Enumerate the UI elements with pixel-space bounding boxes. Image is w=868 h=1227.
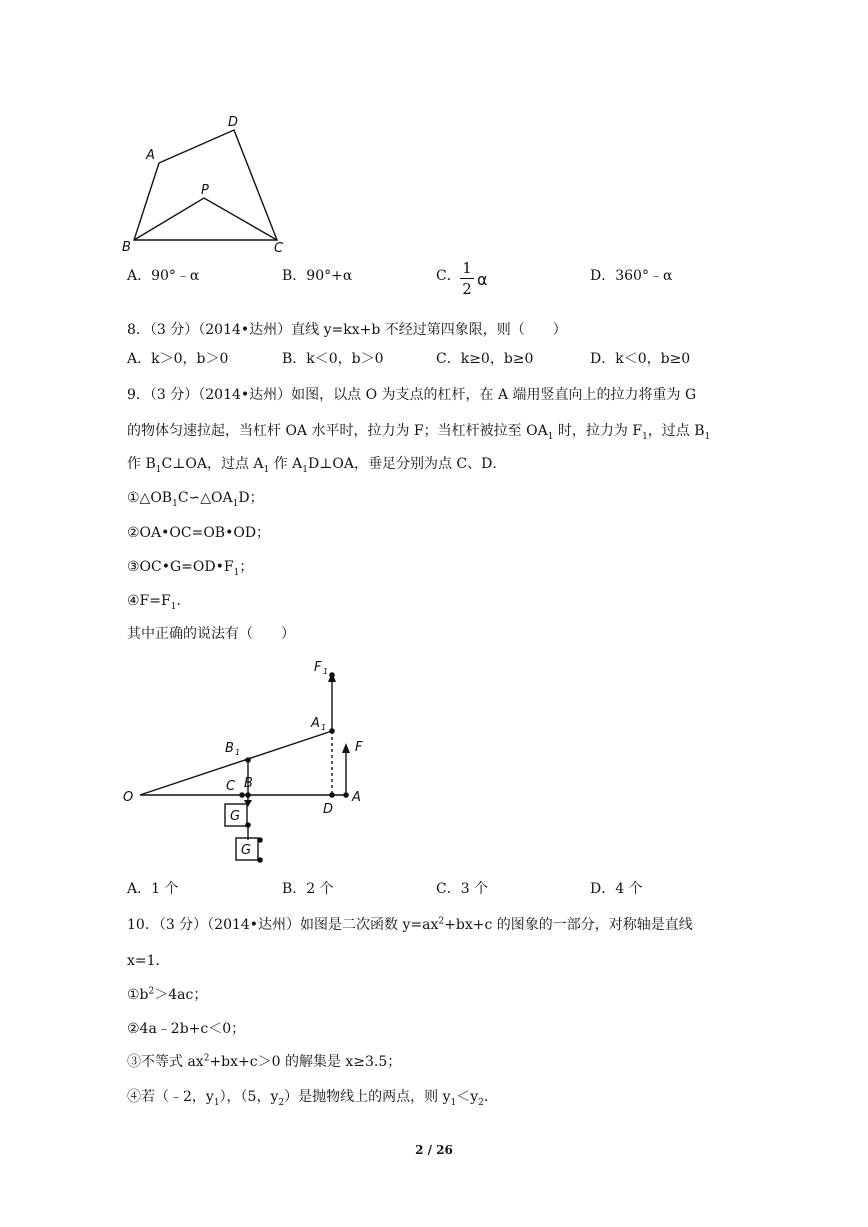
q9-line-1: 9．（3 分）（2014•达州）如图，以点 O 为支点的杠杆，在 A 端用竖直向上的拉力将重为 G	[127, 387, 697, 403]
q10-line-2: x=1．	[127, 953, 170, 969]
q7-option-c-prefix: C．	[436, 268, 461, 284]
q7-option-d: D．360°﹣α	[590, 268, 673, 284]
q10-line-1: 10．（3 分）（2014•达州）如图是二次函数 $y=ax^2+bx+c$ 的图象的一部分，对称轴是直线	[127, 916, 693, 933]
label-F1: F	[314, 660, 322, 675]
q9-statement-4: $④F=F_1$．	[127, 593, 191, 612]
q10-statement-3: ③不等式 $ax^2+bx+c>0$ 的解集是 x≥3.5；	[127, 1053, 402, 1070]
q10-statement-4: ④若（﹣2，$y_1$），（5，$y_2$）是抛物线上的两点，则 $y_1<y_2$．	[127, 1089, 498, 1108]
label-A: A	[146, 148, 155, 163]
label-O: O	[123, 790, 134, 805]
q8-stem: 8．（3 分）（2014•达州）直线 y=kx+b 不经过第四象限，则（ ）	[127, 322, 567, 338]
label-F: F	[355, 740, 363, 755]
label-C: C	[226, 779, 236, 794]
svg-text:1: 1	[323, 667, 329, 676]
q7-option-a: A．90°﹣α	[127, 268, 200, 284]
lever-figure	[110, 650, 410, 875]
page-number: 2 / 26	[415, 1143, 453, 1157]
label-B: B	[122, 240, 131, 255]
q8-option-b: B．k＜0，b＞0	[282, 351, 384, 367]
q7-option-b: B．90°+α	[282, 268, 353, 284]
q10-statement-1: $①b^2>4ac$；	[127, 986, 208, 1003]
q9-line-2: 的物体匀速拉起，当杠杆 OA 水平时，拉力为 F；当杠杆被拉至 $OA_1$ 时，拉力为 $F_1$，过点 $B_1$	[127, 423, 711, 442]
q10-statement-2: ②4a﹣2b+c＜0；	[127, 1021, 246, 1037]
q7-option-c-variable: α	[477, 270, 488, 289]
label-A: A	[352, 790, 361, 805]
q9-statement-2: ②OA•OC=OB•OD；	[127, 525, 271, 541]
label-G-1: G	[230, 809, 241, 824]
q8-option-c: C．k≥0，b≥0	[436, 351, 534, 367]
label-C: C	[274, 241, 284, 256]
label-B: B	[244, 776, 253, 791]
fraction-numerator: 1	[462, 259, 472, 277]
q8-option-d: D．k＜0，b≥0	[590, 351, 691, 367]
quadrilateral-figure	[110, 110, 310, 260]
q9-line-3: 作 $B_1C\perp OA$，过点 $A_1$ 作 $A_1D\perp OA$，垂足分别为点 C、D．	[127, 456, 507, 475]
q9-option-c: C．3 个	[436, 881, 489, 897]
svg-text:1: 1	[235, 748, 241, 757]
q9-option-b: B．2 个	[282, 881, 334, 897]
label-B1: B	[225, 741, 234, 756]
q8-option-a: A．k＞0，b＞0	[127, 351, 229, 367]
label-D: D	[228, 115, 239, 130]
q9-statement-3: $③OC•G=OD•F_1$；	[127, 559, 254, 578]
label-D: D	[323, 802, 334, 817]
fraction-denominator: 2	[462, 280, 472, 298]
q9-question-ask: 其中正确的说法有（ ）	[127, 626, 295, 642]
label-P: P	[201, 183, 209, 198]
q9-option-d: D．4 个	[590, 881, 643, 897]
label-A1: A	[311, 716, 320, 731]
q9-statement-1: $①\triangle OB_1C∽\triangle OA_1D$；	[127, 490, 264, 509]
q7-option-c-fraction	[460, 259, 474, 298]
svg-text:1: 1	[321, 723, 327, 732]
q9-option-a: A．1 个	[127, 881, 179, 897]
label-G-2: G	[241, 843, 252, 858]
